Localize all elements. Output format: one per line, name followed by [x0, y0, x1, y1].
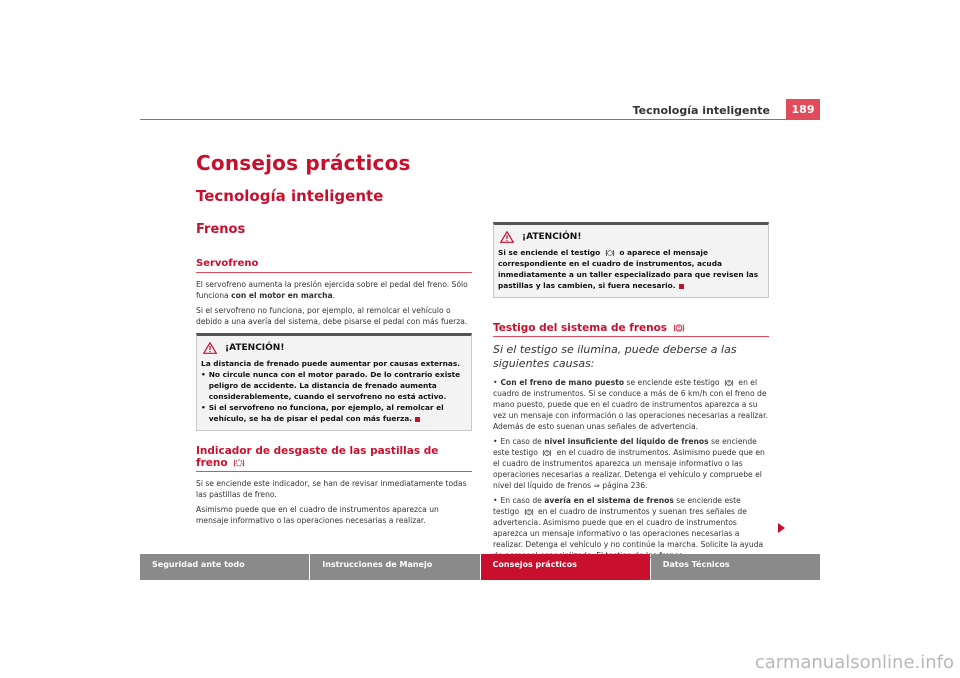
testigo-intro: Si el testigo se ilumina, puede deberse a las siguientes causas: [493, 343, 737, 370]
footer-tab-seguridad[interactable]: Seguridad ante todo [140, 554, 309, 580]
section-title: Tecnología inteligente [196, 187, 384, 205]
end-mark-icon [415, 417, 420, 422]
watermark: carmanualsonline.info [754, 652, 954, 673]
end-mark-icon [679, 284, 684, 289]
right-column [493, 222, 769, 565]
left-column [196, 258, 472, 530]
brake-pad-wear-icon [605, 249, 615, 257]
testigo-bullet-1: • Con el freno de mano puesto se enciende este testigo ! en el cuadro de instrumentos. Si se conduce a más de 6 km/h con el freno de mano puesto, puede que en el cuadro de instrumentos aparezca a su vez un mensaje con información o las operaciones necesarias a realizar. Además de esto suenan unas señales de advertencia. [493, 378, 768, 431]
subsection-title: Frenos [196, 222, 246, 237]
servofreno-paragraph-2: Si el servofreno no funciona, por ejemplo, al remolcar el vehículo o debido a una avería del sistema, debe pisarse el pedal con más fuerza. [196, 306, 468, 326]
footer-tab-consejos[interactable]: Consejos prácticos [481, 554, 650, 580]
footer-tab-datos[interactable]: Datos Técnicos [651, 554, 820, 580]
svg-text:!: ! [677, 326, 680, 332]
svg-text:!: ! [527, 509, 530, 515]
warning-line: La distancia de frenado puede aumentar por causas externas. [201, 359, 461, 368]
footer-tab-instrucciones[interactable]: Instrucciones de Manejo [310, 554, 479, 580]
warning-title: ¡ATENCIÓN! [225, 342, 285, 353]
chapter-title: Consejos prácticos [196, 151, 411, 175]
pads-paragraph-2: Asimismo puede que en el cuadro de instrumentos aparezca un mensaje informativo o las operaciones necesarias a realizar. [196, 505, 439, 525]
testigo-heading: Testigo del sistema de frenos ! [493, 322, 769, 337]
continue-arrow-icon [778, 523, 785, 533]
warning-title: ¡ATENCIÓN! [522, 231, 582, 242]
header-rule [140, 119, 820, 120]
warning-triangle-icon [500, 231, 514, 243]
pads-paragraph-1: Si se enciende este indicador, se han de revisar inmediatamente todas las pastillas de freno. [196, 479, 467, 499]
svg-text:!: ! [728, 380, 730, 386]
brake-warning-icon [673, 323, 685, 333]
servofreno-heading: Servofreno [196, 258, 472, 273]
brake-warning-icon [724, 379, 734, 387]
testigo-bullet-3: • En caso de avería en el sistema de frenos se enciende este testigo ! en el cuadro de instrumentos y suenan tres señales de advertencia. Asimismo puede que en el cuadro de instrumentos aparezca un mensaje informativo o las operaciones necesarias a realizar. Detenga el vehículo y no continúe la marcha. Solicite la ayuda [493, 496, 764, 549]
warning-bullet: • No circule nunca con el motor parado. De lo contrario existe peligro de accidente. La distancia de frenado aumenta considerablemente, cuando el servofreno no está activo. [201, 370, 461, 401]
brake-pad-wear-icon [233, 458, 245, 468]
warning-box-pads [493, 222, 769, 298]
running-header-title: Tecnología inteligente [632, 104, 770, 117]
brake-warning-icon [524, 508, 534, 516]
testigo-bullet-2: • En caso de nivel insuficiente del líquido de frenos se enciende este testigo ! en el cuadro de instrumentos. Asimismo puede que en el cuadro de instrumentos aparezca un mensaje informativo o las operaciones necesarias a realizar. Detenga el vehículo y compruebe el nivel del líquido de frenos ⇒ página 236. [493, 437, 765, 490]
warning-text: Si se enciende el testigo o aparece el mensaje correspondiente en el cuadro de instrumentos, acuda inmediatamente a un taller especializado para que revisen las pastillas y las cambien, si fuera necesario. [498, 248, 759, 290]
page-number: 189 [786, 99, 820, 119]
pads-heading: Indicador de desgaste de las pastillas de freno [196, 445, 472, 472]
brake-warning-icon [542, 449, 552, 457]
warning-triangle-icon [203, 342, 217, 354]
warning-bullet: • Si el servofreno no funciona, por ejemplo, al remolcar el vehículo, se ha de pisar el pedal con más fuerza. [201, 403, 444, 423]
svg-text:!: ! [546, 450, 549, 456]
warning-box-servofreno [196, 333, 472, 431]
servofreno-paragraph-1: El servofreno aumenta la presión ejercida sobre el pedal del freno. Sólo funciona con el motor en marcha. [196, 280, 468, 300]
footer-nav [140, 554, 820, 580]
